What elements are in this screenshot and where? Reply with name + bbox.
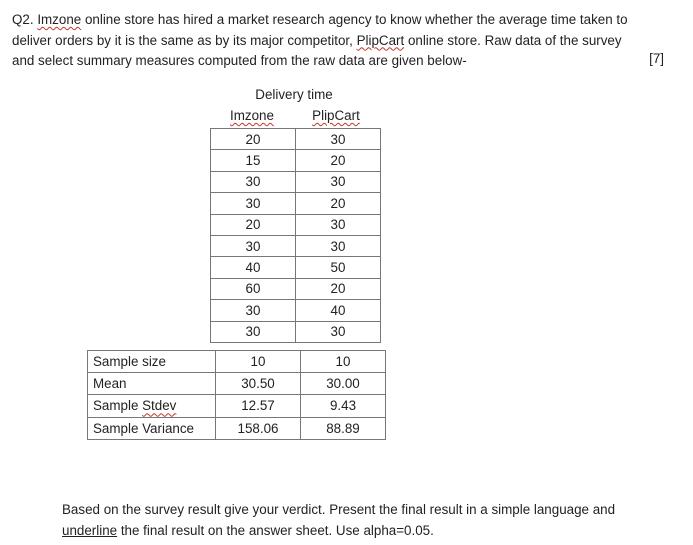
question-number: Q2. [12, 12, 38, 27]
instruction-text [62, 499, 665, 541]
imzone-summary-cell: 12.57 [216, 395, 301, 417]
imzone-cell: 30 [211, 193, 296, 214]
brand-plipcart: PlipCart [356, 32, 405, 48]
imzone-cell: 30 [211, 300, 296, 321]
question-line-1 [12, 10, 664, 31]
summary-label: Sample size [88, 351, 216, 373]
plipcart-summary-cell: 30.00 [301, 373, 386, 395]
summary-label: Mean [88, 373, 216, 395]
imzone-cell: 30 [211, 235, 296, 256]
summary-row [88, 373, 386, 395]
imzone-cell: 20 [211, 129, 296, 150]
instruction-line-2-text: the final result on the answer sheet. Use alpha=0.05. [117, 523, 434, 538]
question-line-1-text: online store has hired a market research agency to know whether the average time taken to [81, 12, 628, 27]
instruction-line-1: Based on the survey result give your verdict. Present the final result in a simple language and [62, 502, 616, 517]
summary-label-stdev: Sample Stdev [93, 398, 177, 414]
marks-label: [7] [649, 51, 664, 66]
table-title: Delivery time [255, 87, 333, 102]
question-line-2 [12, 31, 664, 52]
instruction-line-2 [62, 520, 665, 541]
imzone-cell: 40 [211, 257, 296, 278]
imzone-cell: 30 [211, 321, 296, 342]
plipcart-cell: 30 [296, 129, 381, 150]
plipcart-cell: 30 [296, 214, 381, 235]
summary-label [88, 395, 216, 417]
imzone-cell: 60 [211, 278, 296, 299]
stdev-word: Stdev [142, 398, 177, 414]
summary-label: Sample Variance [88, 417, 216, 439]
table-row [211, 278, 381, 299]
question-text [12, 10, 664, 72]
imzone-cell: 15 [211, 150, 296, 171]
question-line-2-start: deliver orders by it is the same as by its major competitor, [12, 32, 357, 48]
brand-imzone: Imzone [37, 12, 82, 27]
table-row [211, 300, 381, 321]
table-row [211, 257, 381, 278]
summary-row [88, 395, 386, 417]
imzone-summary-cell: 158.06 [216, 417, 301, 439]
table-row [211, 171, 381, 192]
column-header-imzone: Imzone [230, 108, 274, 123]
imzone-cell: 30 [211, 171, 296, 192]
underline-word: underline [62, 523, 118, 538]
plipcart-cell: 50 [296, 257, 381, 278]
table-row [211, 235, 381, 256]
question-line-2-text: online store. Raw data of the survey [404, 32, 622, 48]
plipcart-summary-cell: 88.89 [301, 417, 386, 439]
summary-row [88, 417, 386, 439]
summary-row [88, 351, 386, 373]
table-row [211, 193, 381, 214]
table-row [211, 321, 381, 342]
summary-table [87, 350, 386, 440]
plipcart-summary-cell: 9.43 [301, 395, 386, 417]
table-row [211, 214, 381, 235]
column-header-plipcart: PlipCart [312, 108, 360, 123]
table-row [211, 129, 381, 150]
imzone-summary-cell: 30.50 [216, 373, 301, 395]
imzone-cell: 20 [211, 214, 296, 235]
plipcart-cell: 20 [296, 193, 381, 214]
plipcart-cell: 20 [296, 150, 381, 171]
question-line-3: and select summary measures computed from the raw data are given below- [12, 53, 467, 68]
raw-data-table [210, 128, 381, 343]
plipcart-cell: 30 [296, 171, 381, 192]
plipcart-cell: 30 [296, 321, 381, 342]
imzone-summary-cell: 10 [216, 351, 301, 373]
plipcart-cell: 40 [296, 300, 381, 321]
plipcart-cell: 20 [296, 278, 381, 299]
plipcart-summary-cell: 10 [301, 351, 386, 373]
plipcart-cell: 30 [296, 235, 381, 256]
table-row [211, 150, 381, 171]
